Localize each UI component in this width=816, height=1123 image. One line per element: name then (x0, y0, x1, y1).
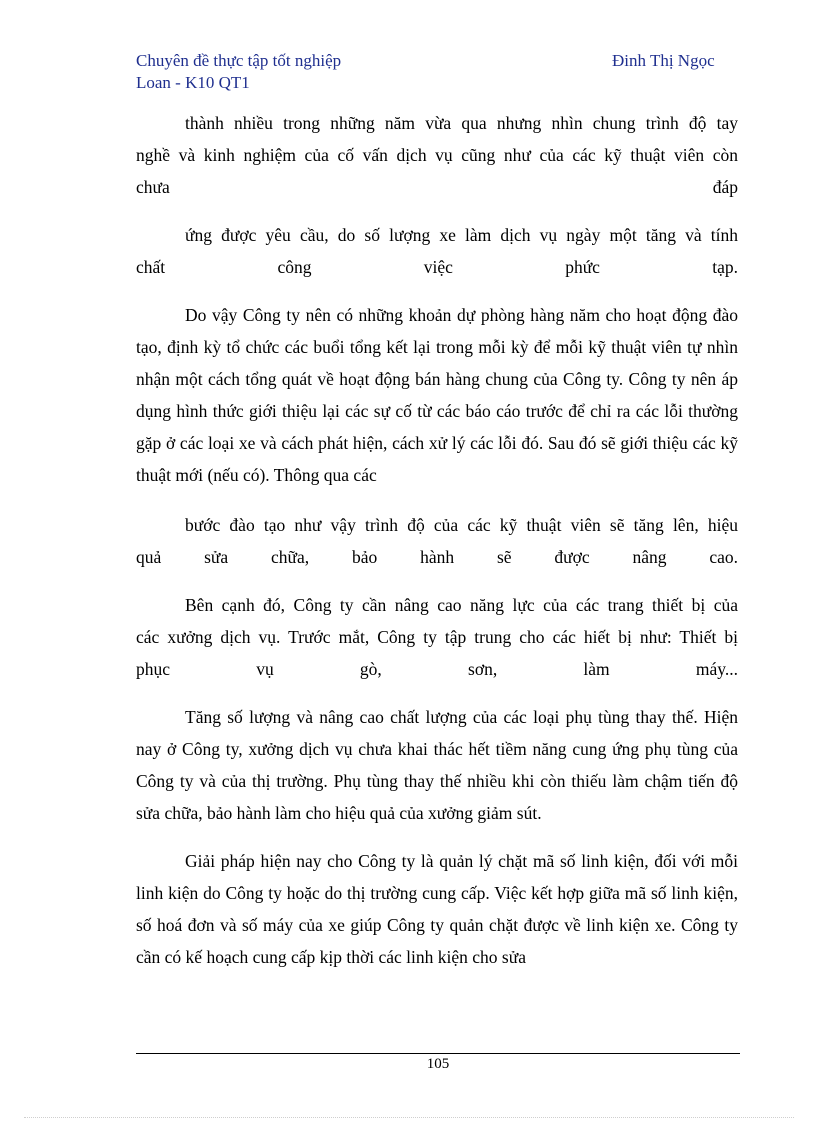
text-line: chất công việc phức tạp. (136, 257, 738, 277)
text-line: chưa đáp (136, 177, 738, 197)
paragraph-4 (136, 509, 738, 573)
header-author: Đinh Thị Ngọc (612, 51, 715, 70)
header-title: Chuyên đề thực tập tốt nghiệp (136, 51, 342, 70)
page-bottom-border (24, 1117, 794, 1118)
header-author-continued: Loan - K10 QT1 (136, 73, 250, 92)
paragraph-3 (136, 299, 738, 491)
paragraph-text: Giải pháp hiện nay cho Công ty là quản lý chặt mã số linh kiện, đối với mỗi linh kiện do Công ty hoặc do thị trường cung cấp. Việc kết hợp giữa mã số linh kiện, số hoá đơn và số máy của xe giúp Công ty quản chặt được về linh kiện xe. Công ty cần có kế hoạch cung cấp kịp thời các linh kiện cho sửa (136, 851, 738, 967)
paragraph-text: Tăng số lượng và nâng cao chất lượng của các loại phụ tùng thay thế. Hiện nay ở Công ty, xưởng dịch vụ chưa khai thác hết tiềm năng cung ứng phụ tùng của Công ty và của thị trường. Phụ tùng thay thế nhiều khi còn thiếu làm chậm tiến độ sửa chữa, bảo hành làm cho hiệu quả của xưởng giảm sút. (136, 707, 738, 823)
text-line: nghề và kinh nghiệm của cố vấn dịch vụ cũng như của các kỹ thuật viên còn (136, 145, 738, 165)
paragraph-2 (136, 219, 738, 283)
footer-divider (136, 1053, 740, 1054)
text-line: các xưởng dịch vụ. Trước mắt, Công ty tập trung cho các hiết bị như: Thiết bị (136, 627, 738, 647)
page-number: 105 (426, 1056, 450, 1072)
paragraph-text: Do vậy Công ty nên có những khoản dự phòng hàng năm cho hoạt động đào tạo, định kỳ tổ chức các buổi tổng kết lại trong mỗi kỳ để mỗi kỹ thuật viên tự nhìn nhận một cách tổng quát về hoạt động bán hàng chung của Công ty. Công ty nên áp dụng hình thức giới thiệu lại các sự cố từ các báo cáo trước để chỉ ra các lỗi thường gặp ở các loại xe và cách phát hiện, cách xử lý các lỗi đó. Sau đó sẽ giới thiệu các kỹ thuật mới (nếu có). Thông qua các (136, 305, 738, 485)
text-line: bước đào tạo như vậy trình độ của các kỹ thuật viên sẽ tăng lên, hiệu (185, 515, 738, 535)
paragraph-1 (136, 107, 738, 203)
paragraph-5 (136, 589, 738, 685)
text-line: ứng được yêu cầu, do số lượng xe làm dịch vụ ngày một tăng và tính (185, 225, 738, 245)
text-line: quả sửa chữa, bảo hành sẽ được nâng cao. (136, 547, 738, 567)
text-line: phục vụ gò, sơn, làm máy... (136, 659, 738, 679)
text-line: Bên cạnh đó, Công ty cần nâng cao năng lực của các trang thiết bị của (185, 595, 738, 615)
paragraph-6 (136, 701, 738, 829)
paragraph-7 (136, 845, 738, 973)
text-line: thành nhiều trong những năm vừa qua nhưng nhìn chung trình độ tay (185, 113, 738, 133)
